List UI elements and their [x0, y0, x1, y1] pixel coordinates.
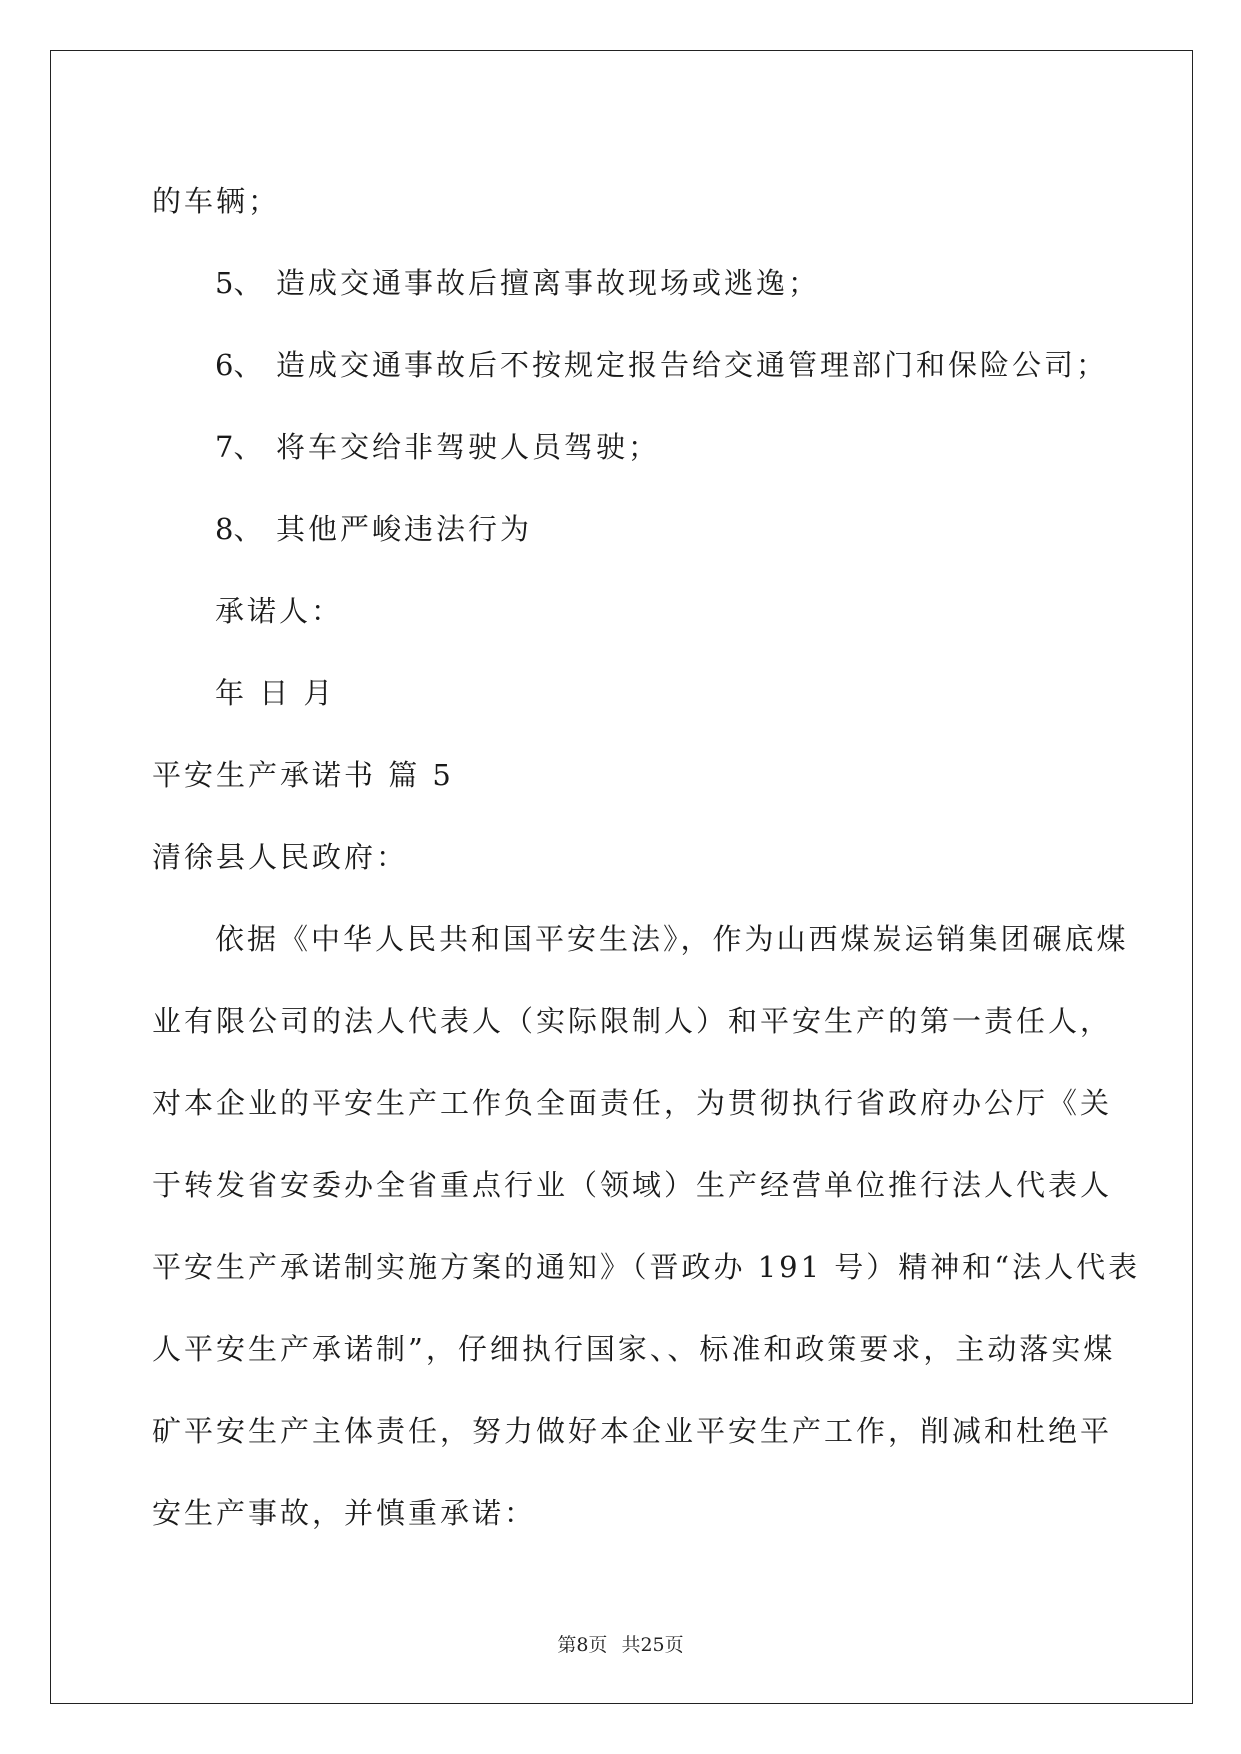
list-item-text: 造成交通事故后擅离事故现场或逃逸；: [276, 266, 821, 300]
paragraph-line: 于转发省安委办全省重点行业（领域）生产经营单位推行法人代表人: [152, 1168, 1113, 1202]
paragraph-line: 对本企业的平安生产工作负全面责任，为贯彻执行省政府办公厅《关: [152, 1086, 1113, 1120]
paragraph-line: 依据《中华人民共和国平安生法》，作为山西煤炭运销集团碾底煤: [215, 922, 1129, 956]
list-item-text: 其他严峻违法行为: [276, 512, 533, 546]
text-line: 的车辆；: [152, 184, 281, 218]
section-title: 平安生产承诺书 篇 5: [152, 758, 454, 792]
list-number: 7、: [215, 430, 263, 464]
list-item-8: [152, 488, 1092, 570]
addressee: 清徐县人民政府：: [152, 840, 409, 874]
list-item-6: [152, 324, 1109, 406]
list-number: 6、: [215, 348, 263, 382]
date-label: 年 日 月: [215, 676, 336, 710]
paragraph-line: 矿平安生产主体责任，努力做好本企业平安生产工作，削减和杜绝平: [152, 1414, 1113, 1448]
list-item-7: [152, 406, 1092, 488]
paragraph-line: 安生产事故，并慎重承诺：: [152, 1496, 537, 1530]
current-page-number: 第8页: [557, 1634, 608, 1656]
paragraph-line: 人平安生产承诺制”，仔细执行国家、、标准和政策要求，主动落实煤: [152, 1332, 1116, 1366]
total-pages: 共25页: [621, 1634, 684, 1656]
paragraph-line: 平安生产承诺制实施方案的通知》（晋政办 191 号）精神和“法人代表: [152, 1250, 1141, 1284]
list-item-5: [152, 242, 1092, 324]
paragraph-line: 业有限公司的法人代表人（实际限制人）和平安生产的第一责任人，: [152, 1004, 1113, 1038]
list-item-text: 造成交通事故后不按规定报告给交通管理部门和保险公司；: [276, 348, 1109, 382]
list-number: 5、: [215, 266, 263, 300]
page-footer: [0, 1630, 1241, 1657]
document-body: [152, 160, 1141, 1554]
list-item-text: 将车交给非驾驶人员驾驶；: [276, 430, 661, 464]
list-number: 8、: [215, 512, 263, 546]
signature-label: 承诺人：: [215, 594, 344, 628]
